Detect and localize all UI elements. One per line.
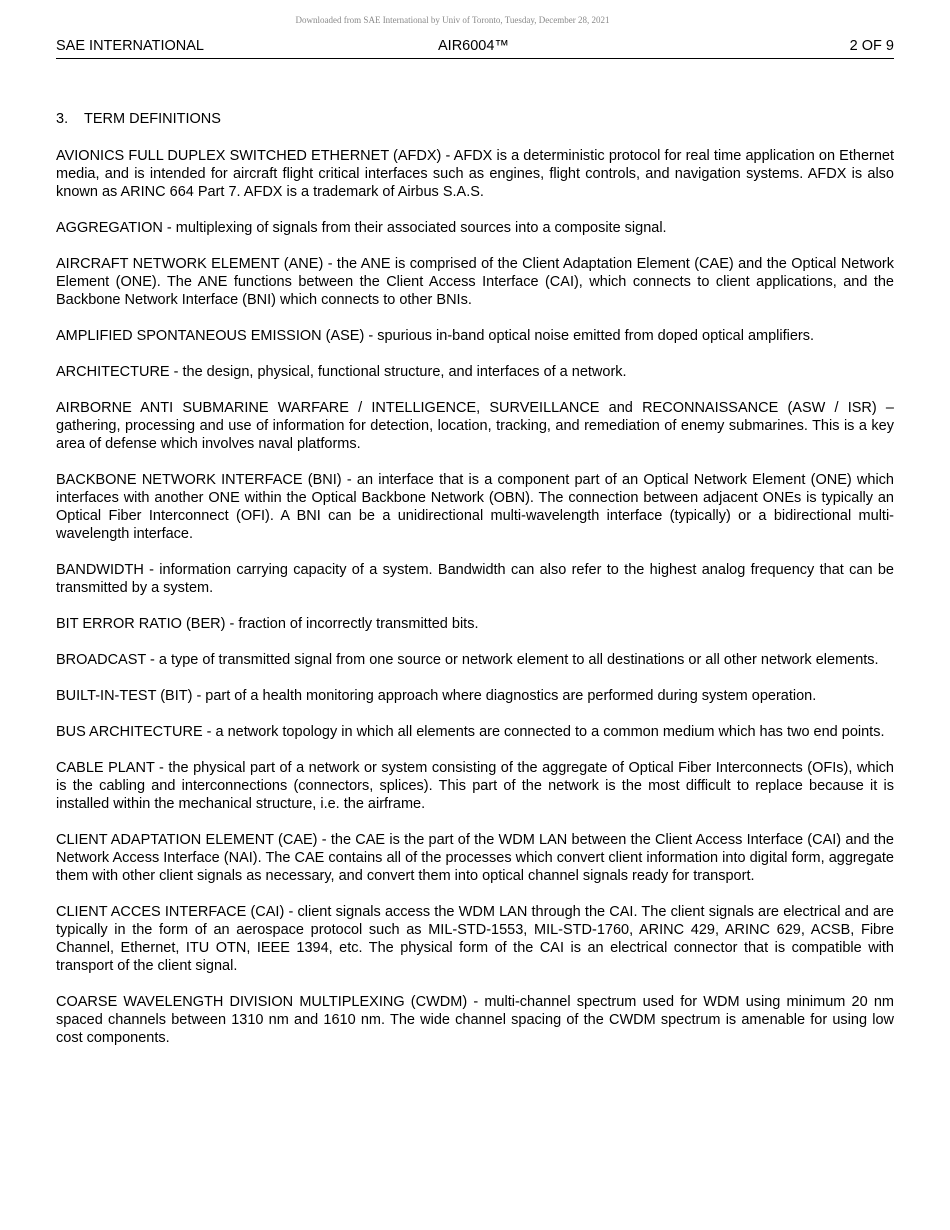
- term-definition: CABLE PLANT - the physical part of a network or system consisting of the aggregate of Optical Fiber Interconnects (OFIs), which is the cabling and interconnections (connectors, splices). This part of the network is the most difficult to replace because it is installed within the mechanical structure, i.e. the airframe.: [56, 760, 894, 812]
- term-definition: BUILT-IN-TEST (BIT) - part of a health monitoring approach where diagnostics are performed during system operation.: [56, 688, 817, 704]
- term-definition: AVIONICS FULL DUPLEX SWITCHED ETHERNET (AFDX) - AFDX is a deterministic protocol for real time application on Ethernet media, and is intended for aircraft flight critical interfaces such as engines, flight controls, and navigation systems. AFDX is also known as ARINC 664 Part 7. AFDX is a trademark of Airbus S.A.S.: [56, 148, 894, 200]
- term-definition: AIRBORNE ANTI SUBMARINE WARFARE / INTELLIGENCE, SURVEILLANCE and RECONNAISSANCE (ASW / ISR) – gathering, processing and use of information for detection, location, tracking, and remediation of enemy submarines. This is a key area of defense which involves naval platforms.: [56, 400, 894, 452]
- header-organization: SAE INTERNATIONAL: [56, 38, 204, 54]
- term-definition: AMPLIFIED SPONTANEOUS EMISSION (ASE) - spurious in-band optical noise emitted from doped optical amplifiers.: [56, 328, 815, 344]
- term-definition: BIT ERROR RATIO (BER) - fraction of incorrectly transmitted bits.: [56, 616, 479, 632]
- section-title: TERM DEFINITIONS: [84, 111, 221, 127]
- section-heading: [56, 110, 894, 128]
- page-header: [56, 38, 894, 59]
- term-definition: BANDWIDTH - information carrying capacity of a system. Bandwidth can also refer to the highest analog frequency that can be transmitted by a system.: [56, 562, 894, 596]
- term-definition: BROADCAST - a type of transmitted signal from one source or network element to all destinations or all other network elements.: [56, 652, 879, 668]
- term-definition: CLIENT ADAPTATION ELEMENT (CAE) - the CAE is the part of the WDM LAN between the Client Access Interface (CAI) and the Network Access Interface (NAI). The CAE contains all of the processes which convert client information into digital form, aggregate them with other client signals as necessary, and convert them into optical channel signals ready for transport.: [56, 832, 894, 884]
- term-definition: AGGREGATION - multiplexing of signals from their associated sources into a composite signal.: [56, 220, 667, 236]
- header-page-number: 2 OF 9: [849, 38, 894, 54]
- term-definition: BUS ARCHITECTURE - a network topology in which all elements are connected to a common medium which has two end points.: [56, 724, 885, 740]
- header-document-id: AIR6004™: [438, 38, 509, 54]
- term-definition: ARCHITECTURE - the design, physical, functional structure, and interfaces of a network.: [56, 364, 627, 380]
- term-definition: BACKBONE NETWORK INTERFACE (BNI) - an interface that is a component part of an Optical Network Element (ONE) which interfaces with another ONE within the Optical Backbone Network (OBN). The connection between adjacent ONEs is typically an Optical Fiber Interconnect (OFI). A BNI can be a unidirectional multi-wavelength interface (typically) or a bidirectional multi-wavelength interface.: [56, 472, 894, 542]
- term-definition: CLIENT ACCES INTERFACE (CAI) - client signals access the WDM LAN through the CAI. The client signals are electrical and are typically in the form of an aerospace protocol such as MIL-STD-1553, MIL-STD-1760, ARINC 429, ARINC 629, ACSB, Fibre Channel, Ethernet, ITU OTN, IEEE 1394, etc. The physical form of the CAI is an electrical connector that is compatible with transport of the client signal.: [56, 904, 894, 974]
- term-definition: AIRCRAFT NETWORK ELEMENT (ANE) - the ANE is comprised of the Client Adaptation Element (CAE) and the Optical Network Element (ONE). The ANE functions between the Client Access Interface (CAI), which connects to client applications, and the Backbone Network Interface (BNI) which connects to other BNIs.: [56, 256, 894, 308]
- section-number: 3.: [56, 111, 69, 127]
- document-body: [56, 110, 894, 1065]
- download-watermark: Downloaded from SAE International by Univ of Toronto, Tuesday, December 28, 2021: [295, 15, 610, 25]
- term-definition: COARSE WAVELENGTH DIVISION MULTIPLEXING (CWDM) - multi-channel spectrum used for WDM using minimum 20 nm spaced channels between 1310 nm and 1610 nm. The wide channel spacing of the CWDM spectrum is amenable for using low cost components.: [56, 994, 894, 1046]
